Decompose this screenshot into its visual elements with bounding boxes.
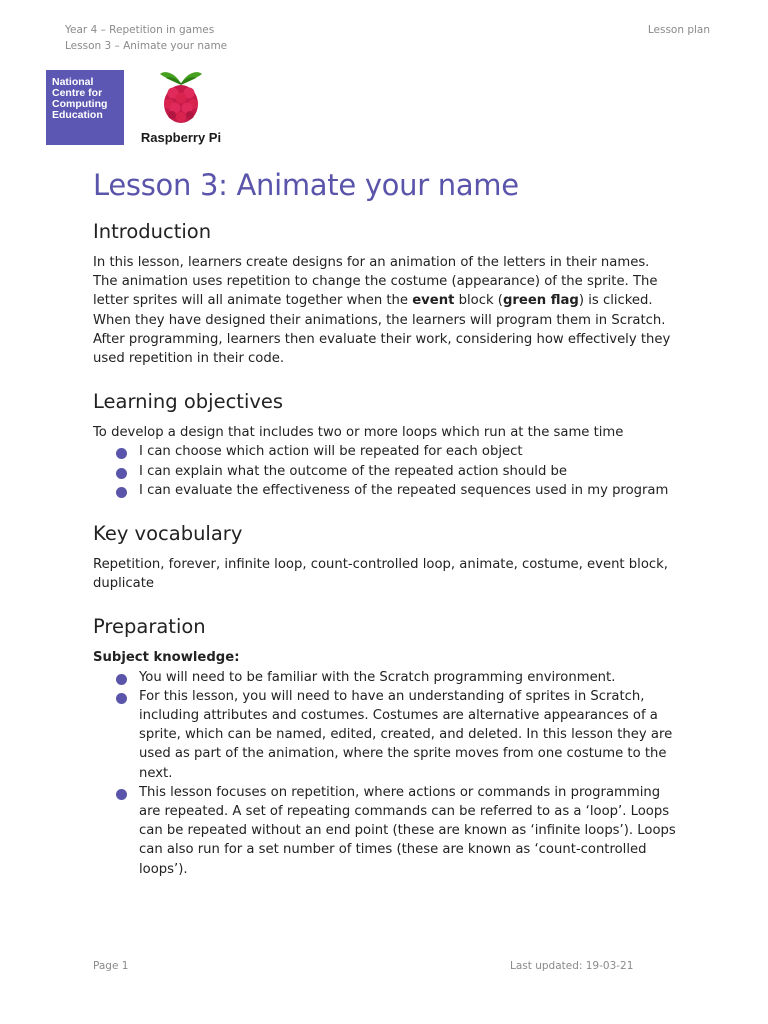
vocabulary-text: Repetition, forever, infinite loop, count-controlled loop, animate, costume, event block, duplicate bbox=[93, 557, 668, 592]
intro-text-part: In this lesson, learners create designs for an animation of the letters in their names. The animation uses repetition to change the costume (appearance) of the sprite. The letter sprites will all animate together when the bbox=[93, 255, 658, 309]
bullet-icon bbox=[116, 674, 127, 685]
objectives-heading: Learning objectives bbox=[93, 390, 284, 414]
lesson-content bbox=[93, 168, 678, 901]
preparation-text: For this lesson, you will need to have an understanding of sprites in Scratch, including attributes and costumes. Costumes are alternative appearances of a sprite, which can be named, edited, created, and deleted. In this lesson they are used as part of the animation, where the sprite moves from one costume to the next. bbox=[139, 688, 673, 781]
objective-item bbox=[93, 462, 678, 481]
ncce-logo-line: Centre for bbox=[52, 87, 103, 99]
objectives-list bbox=[93, 442, 678, 500]
bullet-icon bbox=[116, 789, 127, 800]
ncce-logo-line: National bbox=[52, 76, 94, 88]
intro-text-part: block ( bbox=[454, 293, 503, 309]
preparation-heading: Preparation bbox=[93, 615, 206, 639]
preparation-text: You will need to be familiar with the Scratch programming environment. bbox=[139, 669, 616, 685]
page-number: Page 1 bbox=[93, 960, 129, 972]
header-lesson: Lesson 3 – Animate your name bbox=[65, 40, 228, 52]
preparation-text: This lesson focuses on repetition, where actions or commands in programming are repeated. A set of repeating commands can be referred to as a ‘loop’. Loops can be repeated without an end point (these are known as ‘infinite loops’). Loops can also run for a set number of times (these are known as ‘count-controlled loops’). bbox=[139, 784, 676, 877]
preparation-item bbox=[93, 783, 678, 879]
preparation-section bbox=[93, 615, 678, 878]
preparation-item bbox=[93, 668, 678, 687]
page-title: Lesson 3: Animate your name bbox=[93, 168, 519, 202]
bullet-icon bbox=[116, 468, 127, 479]
vocabulary-heading: Key vocabulary bbox=[93, 522, 243, 546]
preparation-list bbox=[93, 668, 678, 879]
header-unit: Year 4 – Repetition in games bbox=[65, 24, 215, 36]
ncce-logo-line: Education bbox=[52, 109, 103, 121]
page-header-left bbox=[65, 22, 227, 54]
intro-bold-event: event bbox=[412, 293, 455, 309]
ncce-logo-line: Computing bbox=[52, 98, 108, 110]
objectives-section bbox=[93, 390, 678, 500]
introduction-heading: Introduction bbox=[93, 220, 212, 243]
bullet-icon bbox=[116, 693, 127, 704]
objective-item bbox=[93, 481, 678, 500]
objective-item bbox=[93, 442, 678, 461]
objective-text: I can explain what the outcome of the repeated action should be bbox=[139, 463, 568, 479]
intro-text-part: ) is clicked. When they have designed their animations, the learners will program them in Scratch. After programming, learners then evaluate their work, considering how effectively they used repetition in their code. bbox=[93, 293, 671, 367]
objective-text: I can choose which action will be repeated for each object bbox=[139, 444, 523, 460]
raspberry-pi-wordmark: Raspberry Pi bbox=[140, 130, 222, 145]
raspberry-pi-logo bbox=[140, 68, 230, 148]
last-updated: Last updated: 19-03-21 bbox=[510, 960, 634, 972]
bullet-icon bbox=[116, 448, 127, 459]
intro-bold-green-flag: green flag bbox=[502, 293, 579, 309]
objective-text: I can evaluate the effectiveness of the repeated sequences used in my program bbox=[139, 482, 669, 498]
introduction-text bbox=[93, 253, 678, 368]
subject-knowledge-label: Subject knowledge: bbox=[93, 650, 240, 666]
ncce-logo bbox=[46, 70, 124, 145]
preparation-item bbox=[93, 687, 678, 783]
header-doc-type: Lesson plan bbox=[647, 24, 710, 36]
raspberry-icon bbox=[158, 68, 204, 126]
vocabulary-section bbox=[93, 522, 678, 593]
introduction-section bbox=[93, 220, 678, 368]
objectives-intro: To develop a design that includes two or more loops which run at the same time bbox=[93, 425, 624, 441]
bullet-icon bbox=[116, 487, 127, 498]
